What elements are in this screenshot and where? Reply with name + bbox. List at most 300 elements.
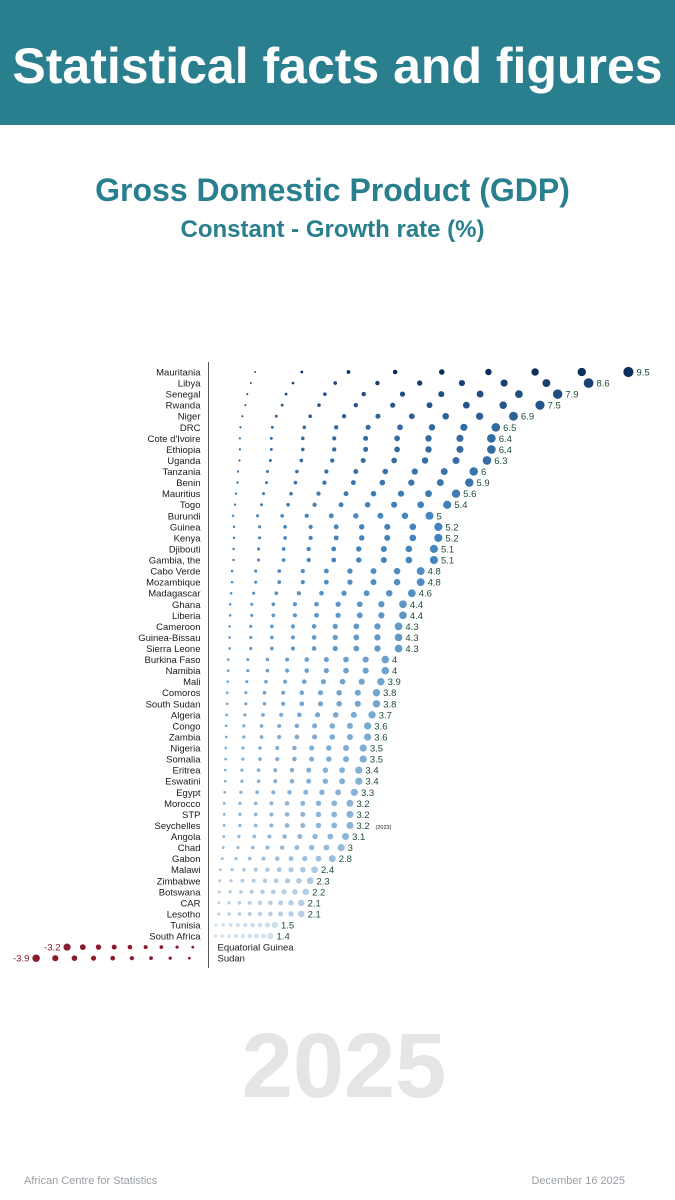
trail-dot: [227, 658, 230, 661]
trail-dot: [314, 602, 319, 607]
trail-dot: [340, 679, 346, 685]
trail-dot: [232, 548, 234, 550]
trail-dot: [291, 646, 295, 650]
trail-dot: [219, 868, 222, 871]
trail-dot: [242, 735, 245, 738]
trail-dot: [149, 956, 153, 960]
trail-dot: [374, 634, 380, 640]
trail-dot: [238, 824, 241, 827]
value-dot: [395, 634, 403, 642]
value-dot: [553, 389, 562, 398]
trail-dot: [361, 458, 366, 463]
trail-dot: [230, 592, 233, 595]
trail-dot: [463, 402, 470, 409]
trail-dot: [224, 769, 227, 772]
trail-dot: [52, 955, 58, 961]
trail-dot: [240, 769, 243, 772]
trail-dot: [359, 524, 364, 529]
trail-dot: [239, 437, 241, 439]
trail-dot: [254, 570, 257, 573]
trail-dot: [239, 791, 242, 794]
country-label: Senegal: [165, 389, 201, 401]
country-label: Tanzania: [162, 467, 201, 479]
trail-dot: [304, 668, 309, 673]
value-dot: [267, 933, 273, 939]
trail-dot: [254, 868, 258, 872]
trail-dot: [269, 459, 272, 462]
trail-dot: [353, 469, 358, 474]
trail-dot: [290, 768, 295, 773]
country-label: Congo: [172, 721, 201, 733]
trail-dot: [343, 657, 349, 663]
trail-dot: [238, 459, 240, 461]
trail-dot: [257, 768, 261, 772]
trail-dot: [347, 723, 353, 729]
trail-dot: [227, 912, 230, 915]
trail-dot: [285, 878, 290, 883]
trail-dot: [316, 492, 320, 496]
value-dot: [298, 900, 305, 907]
value-label: 3.9: [387, 677, 401, 689]
trail-dot: [357, 612, 363, 618]
trail-dot: [280, 845, 285, 850]
trail-dot: [355, 690, 361, 696]
value-label: 3.6: [374, 721, 388, 733]
trail-dot: [324, 657, 329, 662]
trail-dot: [394, 568, 400, 574]
year-watermark: 2025: [241, 1015, 447, 1117]
trail-dot: [292, 746, 297, 751]
trail-dot: [191, 946, 194, 949]
country-label: CAR: [180, 898, 201, 910]
trail-dot: [214, 923, 217, 926]
trail-dot: [283, 680, 287, 684]
trail-dot: [260, 724, 264, 728]
trail-dot: [353, 623, 359, 629]
value-dot: [360, 755, 367, 762]
trail-dot: [285, 823, 290, 828]
trail-dot: [334, 425, 338, 429]
trail-dot: [252, 592, 255, 595]
trail-dot: [280, 514, 284, 518]
trail-dot: [267, 834, 271, 838]
trail-dot: [224, 780, 227, 783]
trail-dot: [501, 380, 508, 387]
trail-dot: [312, 635, 317, 640]
trail-dot: [363, 436, 368, 441]
value-label: 3.5: [369, 754, 384, 766]
trail-dot: [258, 746, 262, 750]
country-label: Lesotho: [166, 909, 201, 921]
trail-dot: [241, 879, 245, 883]
trail-dot: [279, 713, 283, 717]
country-label: Burundi: [167, 511, 201, 523]
trail-dot: [343, 668, 349, 674]
trail-dot: [271, 426, 274, 429]
trail-dot: [334, 524, 339, 529]
trail-dot: [293, 602, 297, 606]
trail-dot: [227, 669, 230, 672]
trail-dot: [309, 757, 314, 762]
country-label: Gabon: [171, 854, 201, 866]
trail-dot: [96, 944, 101, 949]
trail-dot: [225, 736, 228, 739]
country-label: Morocco: [164, 798, 201, 810]
country-label: Seychelles: [154, 820, 201, 832]
trail-dot: [263, 702, 267, 706]
trail-dot: [302, 425, 306, 429]
trail-dot: [286, 503, 290, 507]
trail-dot: [333, 646, 338, 651]
trail-dot: [456, 435, 463, 442]
value-dot: [346, 811, 353, 818]
trail-dot: [160, 945, 164, 949]
trail-dot: [223, 813, 226, 816]
trail-dot: [238, 802, 241, 805]
trail-dot: [356, 557, 361, 562]
trail-dot: [316, 801, 321, 806]
trail-dot: [343, 745, 349, 751]
trail-dot: [237, 835, 240, 838]
trail-dot: [347, 579, 352, 584]
trail-dot: [241, 934, 245, 938]
trail-dot: [382, 469, 388, 475]
trail-dot: [322, 480, 326, 484]
value-dot: [298, 911, 305, 918]
trail-dot: [282, 558, 286, 562]
trail-dot: [283, 536, 287, 540]
trail-dot: [112, 945, 117, 950]
trail-dot: [297, 713, 302, 718]
trail-dot: [366, 425, 371, 430]
trail-dot: [307, 547, 311, 551]
trail-dot: [218, 879, 221, 882]
trail-dot: [234, 857, 237, 860]
trail-dot: [333, 712, 339, 718]
trail-dot: [289, 492, 293, 496]
value-dot: [355, 778, 362, 785]
trail-dot: [254, 824, 258, 828]
trail-dot: [318, 701, 323, 706]
value-dot: [434, 534, 442, 542]
trail-dot: [329, 723, 335, 729]
trail-dot: [261, 933, 266, 938]
trail-dot: [222, 846, 225, 849]
trail-dot: [288, 867, 293, 872]
trail-dot: [224, 747, 227, 750]
trail-dot: [330, 458, 334, 462]
trail-dot: [265, 867, 269, 871]
trail-dot: [398, 491, 404, 497]
trail-dot: [374, 645, 380, 651]
trail-dot: [327, 834, 333, 840]
trail-dot: [332, 447, 336, 451]
value-dot: [509, 412, 518, 421]
trail-dot: [250, 923, 255, 928]
trail-dot: [477, 391, 484, 398]
trail-dot: [336, 690, 342, 696]
trail-dot: [281, 702, 285, 706]
trail-dot: [270, 636, 274, 640]
value-label: 4.4: [409, 610, 424, 622]
trail-dot: [375, 414, 380, 419]
trail-dot: [354, 403, 358, 407]
trail-dot: [312, 834, 317, 839]
trail-dot: [243, 713, 246, 716]
trail-dot: [231, 581, 234, 584]
trail-dot: [384, 535, 390, 541]
trail-dot: [485, 369, 491, 375]
value-label: 3: [347, 843, 353, 855]
value-label: 6.9: [520, 411, 535, 423]
trail-dot: [225, 725, 228, 728]
country-label: Mauritania: [156, 367, 201, 379]
trail-dot: [378, 601, 384, 607]
trail-dot: [223, 824, 226, 827]
trail-dot: [240, 780, 243, 783]
trail-dot: [275, 415, 278, 418]
value-label: 3.5: [369, 743, 384, 755]
value-dot: [302, 888, 309, 895]
country-label: Zimbabwe: [156, 876, 201, 888]
trail-dot: [578, 368, 586, 376]
value-label: 1.4: [276, 931, 290, 943]
value-dot: [426, 512, 434, 520]
country-label: Eritrea: [172, 765, 201, 777]
value-label: 2.3: [316, 876, 330, 888]
value-dot: [399, 611, 407, 619]
trail-dot: [296, 878, 301, 883]
trail-dot: [223, 802, 226, 805]
trail-dot: [91, 956, 96, 961]
trail-dot: [245, 680, 248, 683]
trail-dot: [257, 779, 261, 783]
trail-dot: [397, 424, 403, 430]
trail-dot: [275, 746, 279, 750]
trail-dot: [222, 835, 225, 838]
trail-dot: [285, 669, 289, 673]
value-label: 3.2: [356, 798, 370, 810]
trail-dot: [417, 380, 422, 385]
trail-dot: [218, 890, 221, 893]
trail-dot: [261, 857, 265, 861]
value-label: 3.6: [374, 732, 388, 744]
trail-dot: [270, 448, 273, 451]
trail-dot: [390, 403, 395, 408]
trail-dot: [248, 912, 252, 916]
value-dot: [377, 678, 384, 685]
trail-dot: [342, 414, 346, 418]
trail-dot: [531, 368, 538, 375]
trail-dot: [258, 912, 262, 916]
trail-dot: [250, 890, 254, 894]
trail-dot: [363, 447, 368, 452]
value-dot: [63, 944, 70, 951]
trail-dot: [254, 801, 258, 805]
trail-dot: [309, 525, 313, 529]
trail-dot: [233, 537, 235, 539]
trail-dot: [377, 513, 383, 519]
value-dot: [430, 545, 438, 553]
trail-dot: [246, 669, 249, 672]
trail-dot: [260, 503, 263, 506]
value-label: 3.2: [356, 820, 370, 832]
trail-dot: [442, 413, 449, 420]
value-dot: [417, 578, 425, 586]
trail-dot: [72, 955, 78, 961]
trail-dot: [427, 402, 433, 408]
trail-dot: [237, 470, 239, 472]
trail-dot: [285, 393, 288, 396]
trail-dot: [299, 690, 304, 695]
trail-dot: [406, 546, 413, 553]
value-dot: [469, 467, 477, 475]
trail-dot: [285, 801, 290, 806]
trail-dot: [375, 381, 379, 385]
trail-dot: [242, 868, 246, 872]
trail-dot: [312, 734, 317, 739]
country-label: Egypt: [176, 787, 201, 799]
value-dot: [311, 866, 318, 873]
value-dot: [368, 711, 375, 718]
trail-dot: [300, 459, 304, 463]
value-label: 4.3: [405, 632, 419, 644]
value-label: 2.1: [307, 909, 321, 921]
trail-dot: [236, 481, 238, 483]
value-dot: [342, 833, 349, 840]
trail-dot: [429, 424, 435, 430]
trail-dot: [323, 767, 328, 772]
country-label: Namibia: [165, 666, 201, 678]
trail-dot: [275, 856, 279, 860]
trail-dot: [331, 558, 336, 563]
trail-dot: [297, 834, 302, 839]
value-label: 4.6: [418, 588, 432, 600]
trail-dot: [282, 547, 286, 551]
trail-dot: [225, 713, 228, 716]
trail-dot: [236, 846, 239, 849]
trail-dot: [425, 446, 431, 452]
trail-dot: [351, 712, 357, 718]
trail-dot: [246, 393, 248, 395]
trail-dot: [326, 745, 332, 751]
trail-dot: [391, 458, 397, 464]
trail-dot: [437, 479, 444, 486]
trail-dot: [317, 403, 321, 407]
trail-dot: [281, 691, 285, 695]
value-label: 5.1: [440, 555, 455, 567]
value-label: 2.2: [312, 887, 326, 899]
trail-dot: [270, 625, 274, 629]
trail-dot: [402, 513, 409, 520]
trail-dot: [271, 790, 275, 794]
trail-dot: [258, 757, 262, 761]
trail-dot: [324, 469, 328, 473]
country-label: Libya: [177, 378, 201, 390]
trail-dot: [409, 535, 416, 542]
trail-dot: [323, 778, 328, 783]
country-label: Malawi: [170, 865, 201, 877]
trail-dot: [277, 580, 281, 584]
trail-dot: [315, 712, 320, 717]
trail-dot: [244, 691, 247, 694]
trail-dot: [439, 369, 445, 375]
trail-dot: [301, 448, 305, 452]
value-dot: [373, 689, 380, 696]
trail-dot: [384, 524, 390, 530]
trail-dot: [273, 768, 277, 772]
chart-subtitle: Constant - Growth rate (%): [180, 216, 485, 243]
trail-dot: [364, 590, 370, 596]
trail-dot: [344, 491, 349, 496]
trail-dot: [266, 669, 270, 673]
trail-dot: [232, 515, 235, 518]
trail-dot: [302, 856, 307, 861]
country-label: Comoros: [161, 688, 201, 700]
trail-dot: [355, 701, 361, 707]
trail-dot: [300, 812, 305, 817]
trail-dot: [169, 957, 172, 960]
trail-dot: [277, 867, 282, 872]
trail-dot: [422, 457, 428, 463]
trail-dot: [239, 426, 241, 428]
trail-dot: [241, 746, 244, 749]
trail-dot: [278, 911, 283, 916]
page-title: Statistical facts and figures: [12, 38, 663, 94]
trail-dot: [226, 680, 229, 683]
trail-dot: [339, 778, 345, 784]
value-label: 4: [392, 666, 398, 678]
value-label: 3.8: [383, 688, 397, 700]
trail-dot: [254, 371, 256, 373]
trail-dot: [371, 579, 377, 585]
value-dot: [338, 844, 345, 851]
trail-dot: [394, 447, 400, 453]
trail-dot: [357, 601, 363, 607]
trail-dot: [260, 890, 264, 894]
value-label: 5.1: [440, 544, 455, 556]
country-label: Madagascar: [148, 588, 201, 600]
trail-dot: [287, 790, 292, 795]
footer-source: African Centre for Statistics: [24, 1175, 158, 1187]
value-label: 3.8: [383, 699, 397, 711]
trail-dot: [247, 934, 252, 939]
trail-dot: [297, 591, 301, 595]
trail-dot: [273, 779, 277, 783]
value-label: 4.3: [405, 644, 419, 655]
country-label: Cameroon: [156, 621, 201, 633]
trail-dot: [323, 392, 327, 396]
trail-dot: [233, 526, 235, 528]
trail-dot: [232, 559, 234, 561]
trail-dot: [412, 468, 418, 474]
country-label: Nigeria: [170, 743, 201, 755]
trail-dot: [353, 646, 359, 652]
value-label: 6.5: [503, 422, 517, 434]
trail-dot: [223, 791, 226, 794]
trail-dot: [229, 614, 232, 617]
trail-dot: [265, 846, 269, 850]
value-dot: [623, 367, 633, 377]
value-label: 4.8: [427, 566, 441, 578]
country-label: South Sudan: [145, 699, 201, 711]
trail-dot: [335, 789, 341, 795]
trail-dot: [331, 800, 337, 806]
country-label: Cabo Verde: [150, 566, 201, 578]
trail-dot: [329, 513, 334, 518]
value-label: 2.1: [307, 898, 321, 910]
trail-dot: [249, 625, 252, 628]
